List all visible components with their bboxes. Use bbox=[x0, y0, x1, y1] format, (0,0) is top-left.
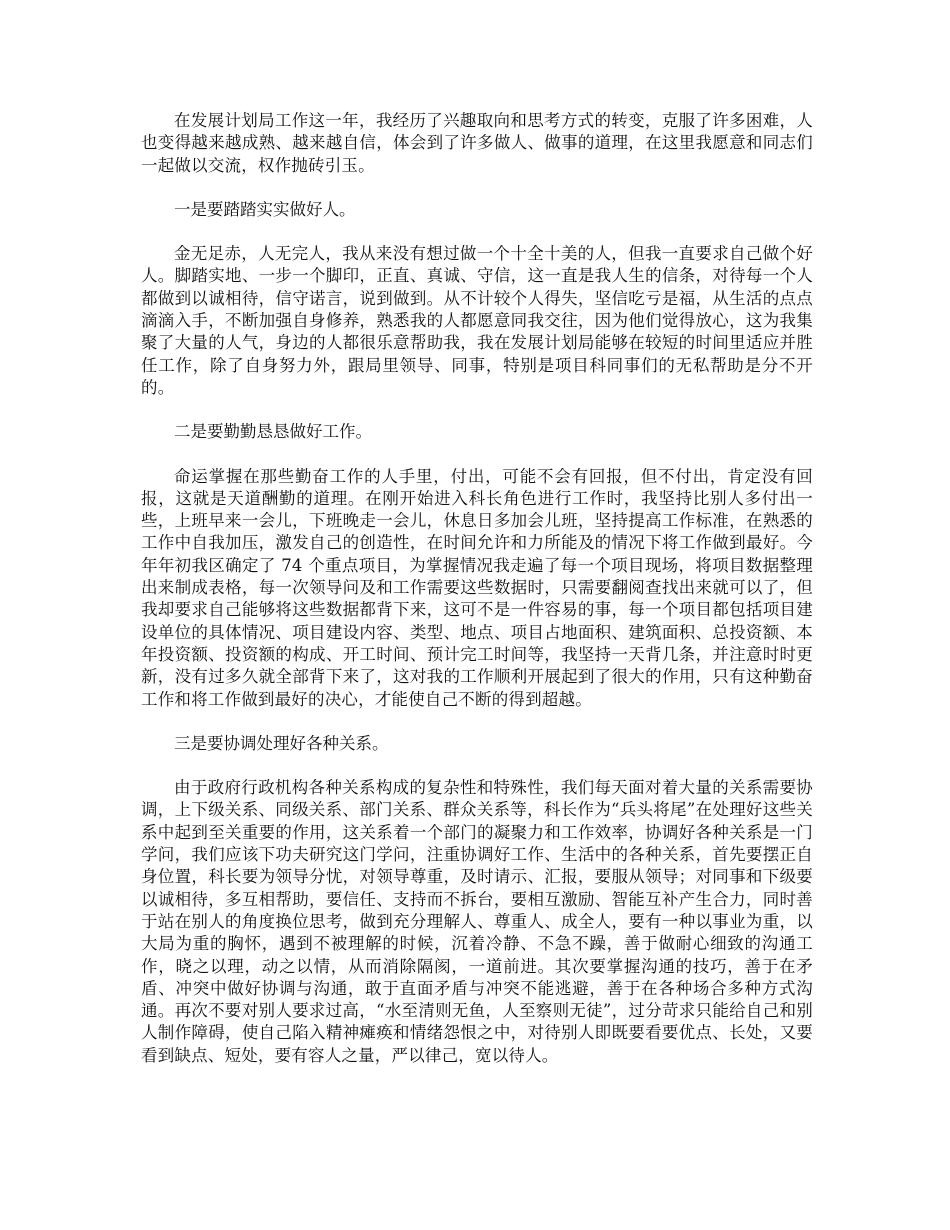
section-1-paragraph: 金无足赤，人无完人，我从来没有想过做一个十全十美的人，但我一直要求自己做个好人。脚踏实地、一步一个脚印，正直、真诚、守信，这一直是我人生的信条，对待每一个人都做到以诚相待，信守诺言，说到做到。从不计较个人得失，坚信吃亏是福，从生活的点点滴滴入手，不断加强自身修养，熟悉我的人都愿意同我交往，因为他们觉得放心，这为我集聚了大量的人气，身边的人都很乐意帮助我，我在发展计划局能够在较短的时间里适应并胜任工作，除了自身努力外，跟局里领导、同事，特别是项目科同事们的无私帮助是分不开的。 bbox=[141, 244, 813, 397]
section-heading-3: 三是要协调处理好各种关系。 bbox=[174, 733, 389, 753]
section-2-paragraph: 命运掌握在那些勤奋工作的人手里，付出，可能不会有回报，但不付出，肯定没有回报，这就是天道酬勤的道理。在刚开始进入科长角色进行工作时，我坚持比别人多付出一些，上班早来一会儿，下班晚走一会儿，休息日多加会儿班，坚持提高工作标准，在熟悉的工作中自我加压，激发自己的创造性，在时间允许和力所能及的情况下将工作做到最好。今年年初我区确定了 74 个重点项目，为掌握情况我走遍了每一个项目现场，将项目数据整理出来制成表格，每一次领导问及和工作需要这些数据时，只需要翻阅查找出来就可以了，但我却要求自己能够将这些数据都背下来，这可不是一件容易的事，每一个项目都包括项目建设单位的具体情况、项目建设内容、类型、地点、项目占地面积、建筑面积、总投资额、本年投资额、投资额的构成、开工时间、预计完工时间等，我坚持一天背几条，并注意时时更新，没有过多久就全部背下来了，这对我的工作顺利开展起到了很大的作用，只有这种勤奋工作和将工作做到最好的决心，才能使自己不断的得到超越。 bbox=[141, 466, 813, 709]
section-heading-1: 一是要踏踏实实做好人。 bbox=[174, 199, 356, 219]
document-page bbox=[141, 110, 813, 1089]
section-3-paragraph: 由于政府行政机构各种关系构成的复杂性和特殊性，我们每天面对着大量的关系需要协调，上下级关系、同级关系、部门关系、群众关系等，科长作为“兵头将尾”在处理好这些关系中起到至关重要的作用，这关系着一个部门的凝聚力和工作效率，协调好各种关系是一门学问，我们应该下功夫研究这门学问，注重协调好工作、生活中的各种关系，首先要摆正自身位置，科长要为领导分忧，对领导尊重，及时请示、汇报，要服从领导；对同事和下级要以诚相待，多互相帮助，要信任、支持而不拆台，要相互激励、智能互补产生合力，同时善于站在别人的角度换位思考，做到充分理解人、尊重人、成全人，要有一种以事业为重，以大局为重的胸怀，遇到不被理解的时候，沉着冷静、不急不躁，善于做耐心细致的沟通工作，晓之以理，动之以情，从而消除隔阂，一道前进。其次要掌握沟通的技巧，善于在矛盾、冲突中做好协调与沟通，敢于直面矛盾与冲突不能逃避，善于在各种场合多种方式沟通。再次不要对别人要求过高，“水至清则无鱼，人至察则无徒”，过分苛求只能给自己和别人制作障碍，使自己陷入精神瘫痪和情绪怨恨之中，对待别人即既要看要优点、长处，又要看到缺点、短处，要有容人之量，严以律己，宽以待人。 bbox=[141, 778, 813, 1065]
intro-paragraph: 在发展计划局工作这一年，我经历了兴趣取向和思考方式的转变，克服了许多困难，人也变得越来越成熟、越来越自信，体会到了许多做人、做事的道理，在这里我愿意和同志们一起做以交流，权作抛砖引玉。 bbox=[141, 111, 813, 175]
section-heading-2: 二是要勤勤恳恳做好工作。 bbox=[174, 422, 372, 442]
